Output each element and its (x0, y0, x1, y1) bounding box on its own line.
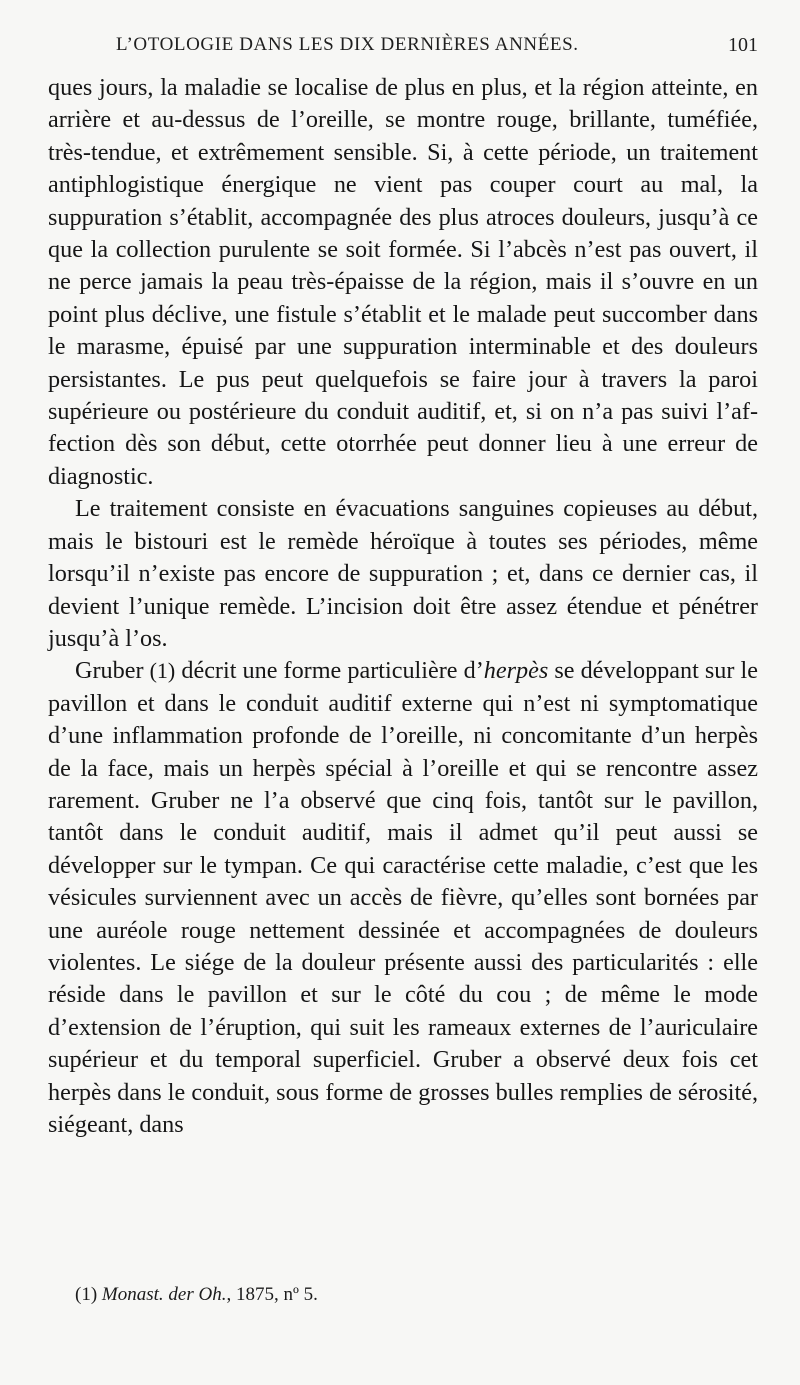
paragraph-gruber-herpes (48, 655, 758, 1141)
paragraph-text-start: Gruber (75, 657, 150, 685)
running-title: L’OTOLOGIE DANS LES DIX DERNIÈRES ANNÉES. (116, 34, 579, 55)
paragraph-treatment: Le traitement consiste en évacuations sanguines copieuses au début, mais le bistouri est le remède héroïque à toutes ses périodes, même lorsqu’il n’existe pas encore de suppuration ; et, dans ce dernier cas, il devient l’unique remède. L’incision doit être assez étendue et pénétrer jusqu’à l’os. (48, 495, 758, 652)
paragraph-text: décrit une forme particulière d’ (175, 657, 484, 685)
footnote-number: (1) (75, 1284, 98, 1305)
paragraph-continued: ques jours, la maladie se localise de plus en plus, et la région atteinte, en arrière et au-dessus de l’oreille, se montre rouge, brillante, tuméfiée, très-tendue, et extrêmement sensible. Si, à cette période, un traitement antiphlogistique énergique ne vient pas couper court au mal, la suppuration s’établit, accompagnée des plus atroces douleurs, jusqu’à ce que la collection purulente se soit formée. Si l’abcès n’est pas ouvert, il ne perce jamais la peau très-épaisse de la région, mais il s’ouvre en un point plus déclive, une fistule s’établit et le malade peut succomber dans le marasme, épuisé par une suppuration interminable et des douleurs persistantes. Le pus peut quelquefois se faire jour à travers la paroi supérieure ou postérieure du conduit auditif, et, si on n’a pas suivi l’affection dès son début, cette otorrhée peut donner lieu à une erreur de diagnostic. (48, 74, 758, 490)
footnote-citation: , 1875, nº 5. (226, 1284, 318, 1305)
italic-term-herpes: herpès (483, 657, 549, 685)
footnote-journal: Monast. der Oh. (101, 1284, 227, 1305)
body-text (48, 72, 758, 1141)
page-header (48, 30, 758, 64)
footnote (75, 1284, 755, 1306)
footnote-reference[interactable]: (1) (149, 658, 176, 684)
paragraph-text-rest: se développant sur le pavillon et dans le conduit auditif externe qui n’est ni symptomatique d’une inflammation profonde de l’oreille, ni concomitante d’un herpès de la face, mais un herpès spécial à l’oreille et qui se rencontre assez rarement. Gruber ne l’a observé que cinq fois, tantôt sur le pavillon, tantôt dans le conduit auditif, mais il admet qu’il peut aussi se développer sur le tympan. Ce qui caractérise cette maladie, c’est que les vésicules surviennent avec un accès de fièvre, qu’elles sont bornées par une auréole rouge nettement dessinée et accompagnées de douleurs violentes. Le siége de la douleur présente aussi des particularités : elle réside dans le pavillon et sur le côté du cou ; de même le mode d’extension de l’éruption, qui suit les rameaux externes de l’auriculaire supérieur et du temporal superficiel. Gruber a observé deux fois cet herpès dans le conduit, sous forme de grosses bulles remplies de sérosité, siégeant, dans (48, 657, 759, 1138)
page-number: 101 (728, 34, 758, 56)
